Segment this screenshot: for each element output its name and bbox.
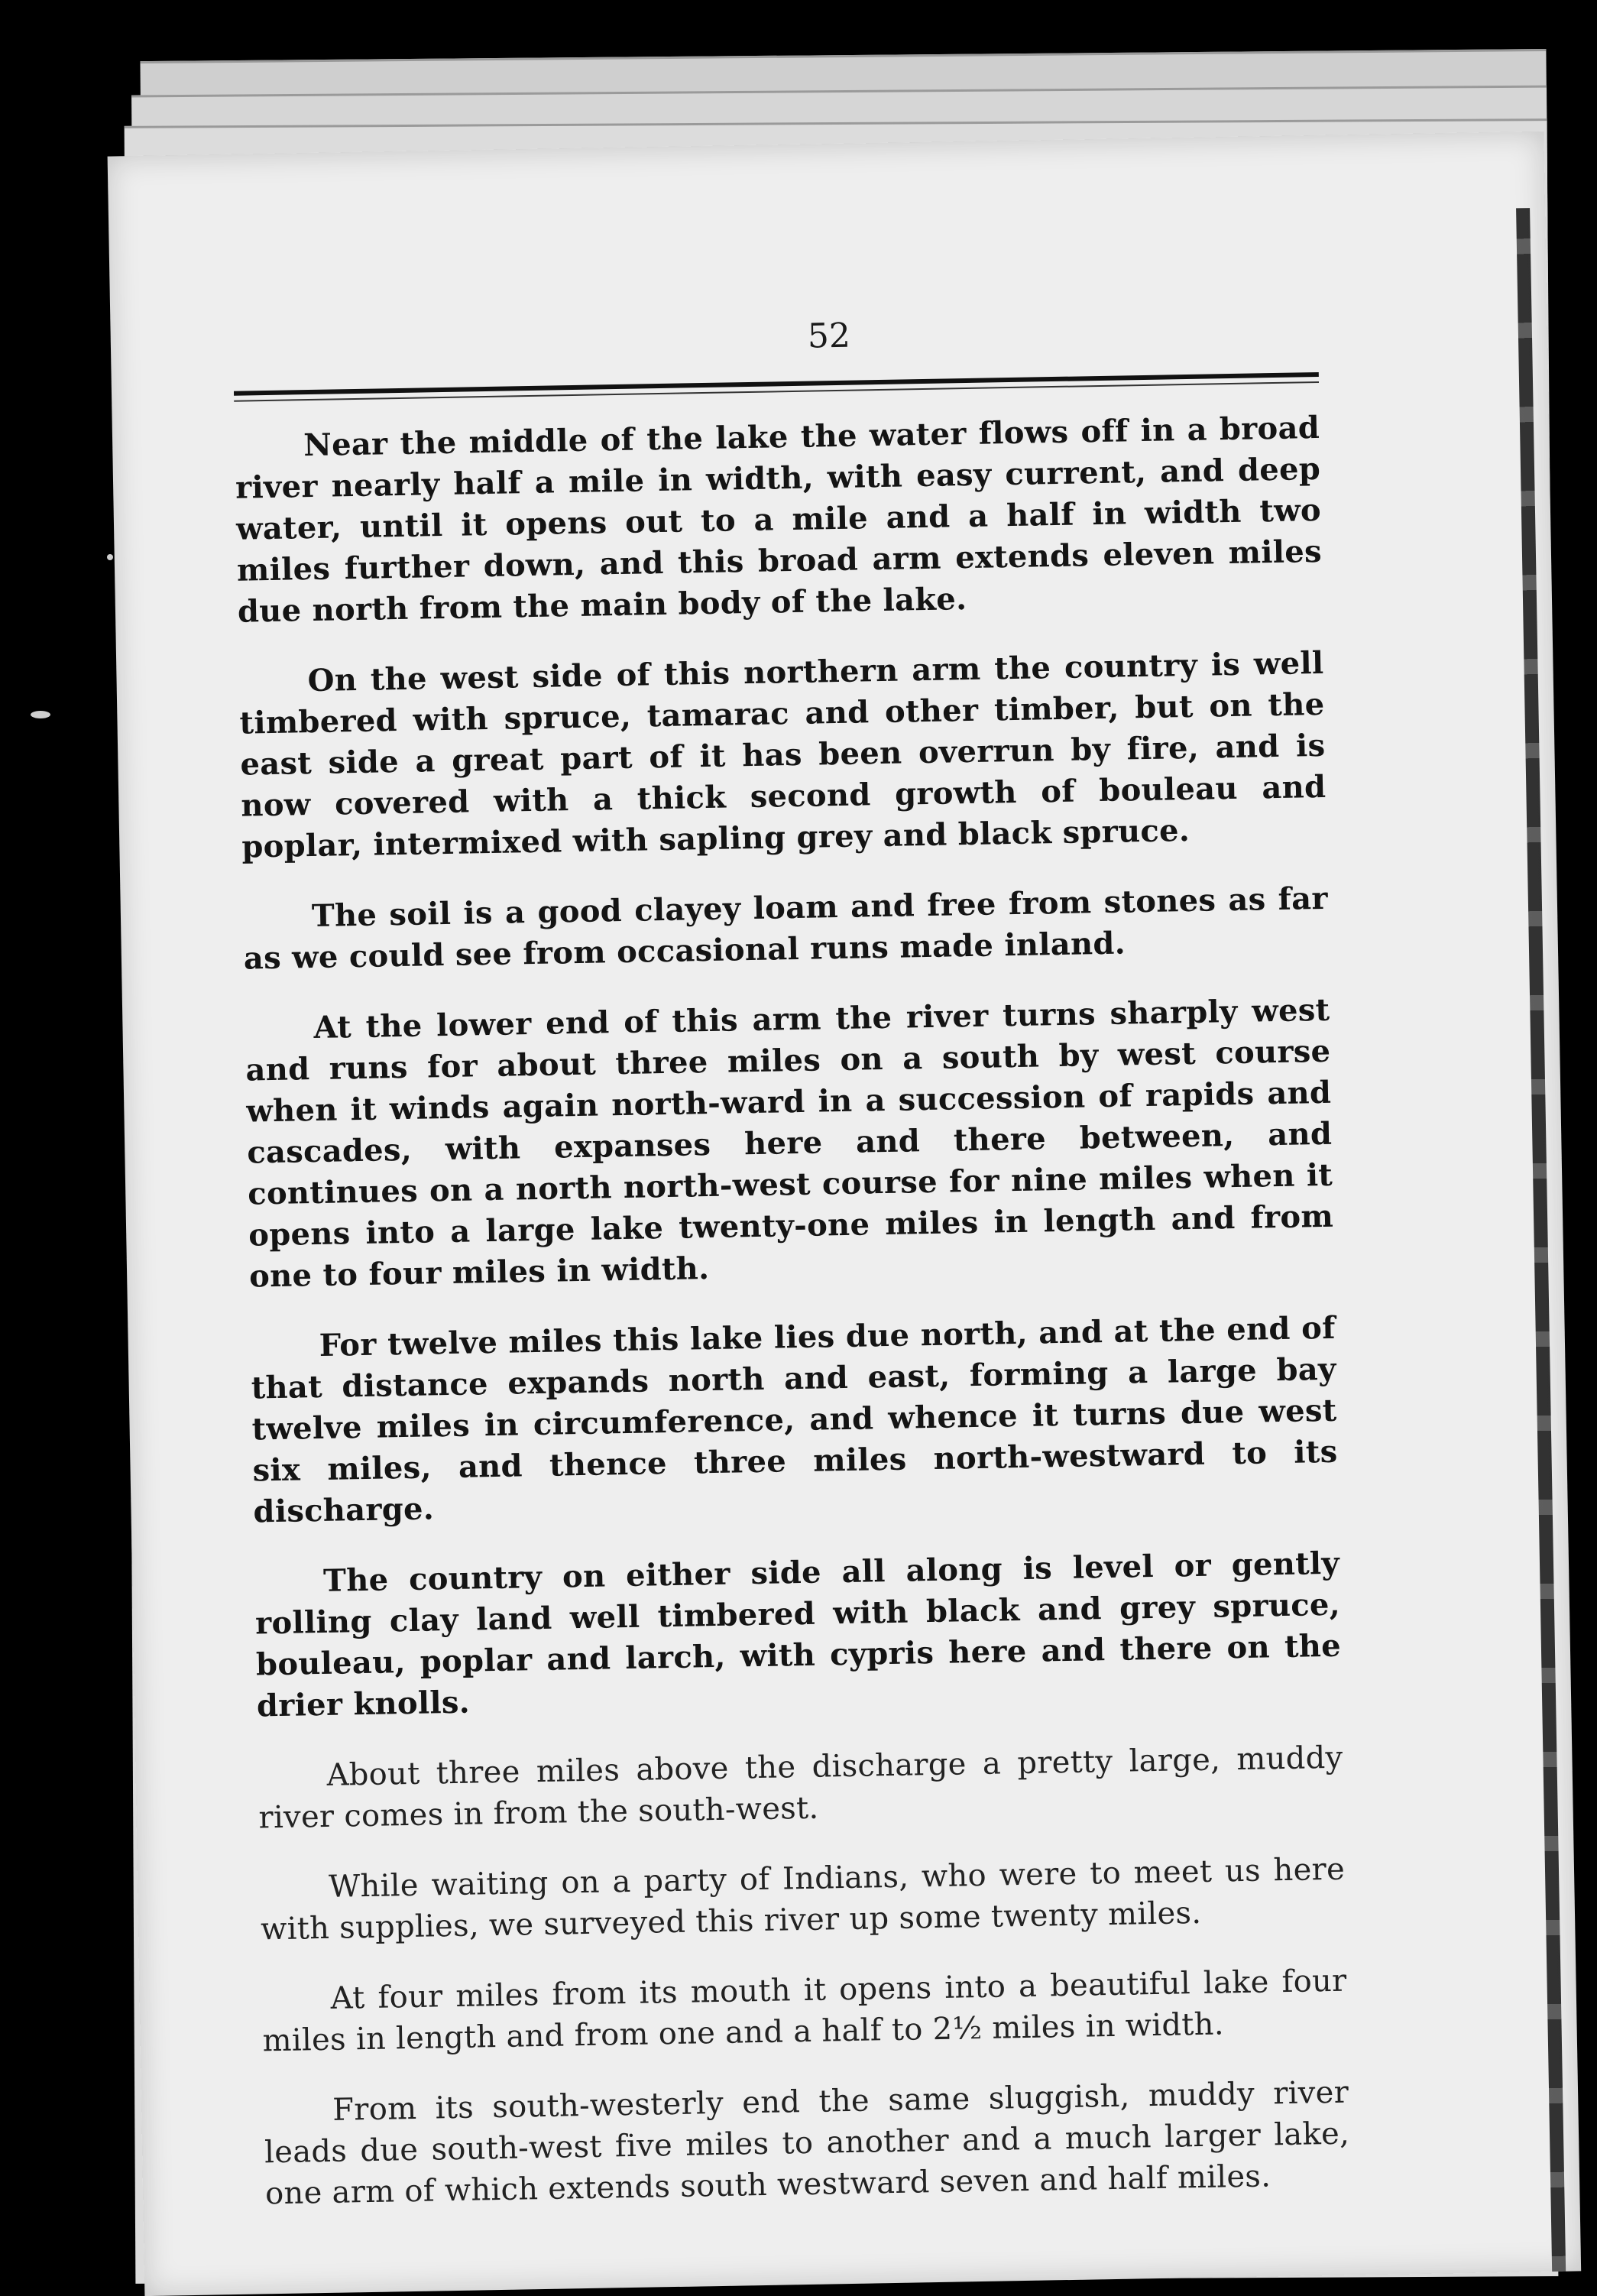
page-body <box>235 407 1351 2243</box>
paragraph: At four miles from its mouth it opens into a beautiful lake four miles in length and from one and a half to 2½ miles in width. <box>262 1963 1347 2059</box>
paragraph: About three miles above the discharge a pretty large, muddy river comes in from the south-west. <box>258 1740 1343 1836</box>
page-binding-edge <box>1516 208 1566 2272</box>
paragraph: While waiting on a party of Indians, who were to meet us here with supplies, we surveyed this river up some twenty miles. <box>260 1851 1346 1947</box>
paragraph: From its south-westerly end the same sluggish, muddy river leads due south-west five miles to another and a much larger lake, one arm of which extends south westward seven and half miles. <box>264 2074 1350 2212</box>
document-page <box>108 131 1582 2296</box>
paragraph: At the lower end of this arm the river turns sharply west and runs for about three miles on a south by west course when it winds again north-ward in a succession of rapids and cascades, with expanses here and there between, and continues on a north north-west course for nine miles when it opens into a large lake twenty-one miles in length and from one to four miles in width. <box>245 991 1334 1295</box>
scan-speck <box>107 554 113 560</box>
paragraph: The soil is a good clayey loam and free from stones as far as we could see from occasional runs made inland. <box>243 880 1329 977</box>
paragraph: Near the middle of the lake the water flows off in a broad river nearly half a mile in width, with easy current, and deep water, until it opens out to a mile and a half in width two miles further down, and this broad arm extends eleven miles due north from the main body of the lake. <box>235 409 1323 630</box>
page-number: 52 <box>807 316 851 356</box>
paragraph: On the west side of this northern arm the country is well timbered with spruce, tamarac and other timber, but on the east side a great part of it has been overrun by fire, and is now covered with a thick second growth of bouleau and poplar, intermixed with sapling grey and black spruce. <box>239 644 1327 865</box>
paragraph: The country on either side all along is level or gently rolling clay land well timbered with black and grey spruce, bouleau, poplar and larch, with cypris here and there on the drier knolls. <box>254 1545 1342 1724</box>
paragraph: For twelve miles this lake lies due north, and at the end of that distance expands north and east, forming a large bay twelve miles in circumference, and whence it turns due west six miles, and thence three miles north-westward to its discharge. <box>251 1309 1338 1530</box>
scan-speck <box>31 711 50 718</box>
